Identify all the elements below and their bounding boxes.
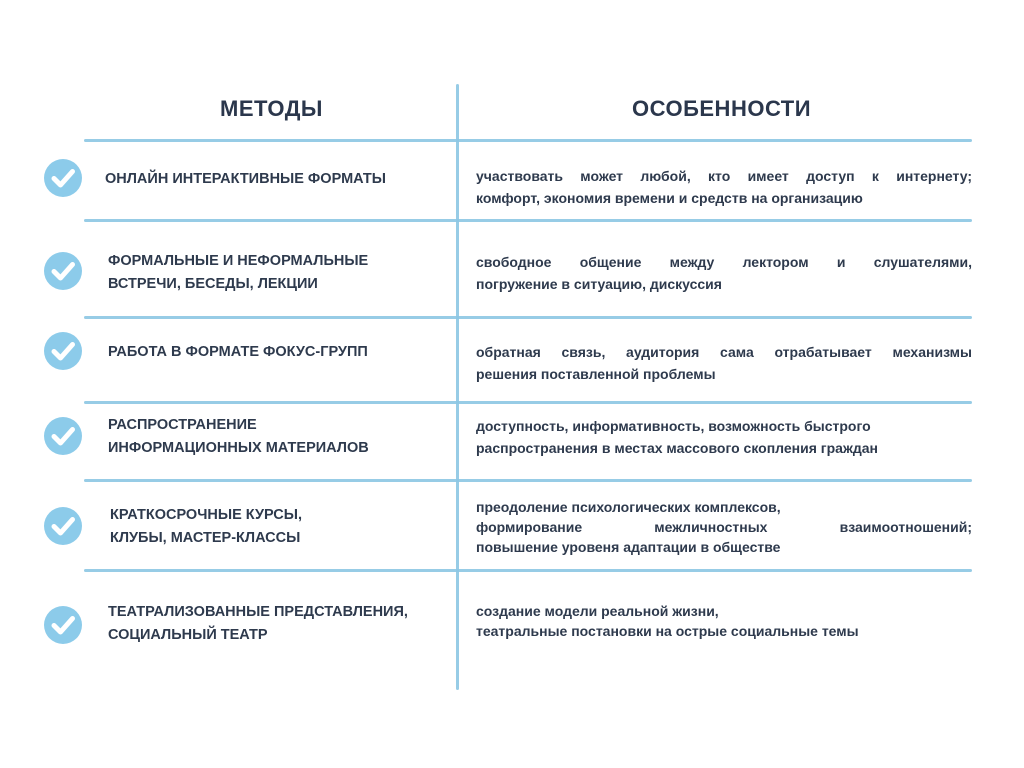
row-divider (84, 219, 972, 222)
method-label: РАБОТА В ФОРМАТЕ ФОКУС-ГРУПП (108, 344, 368, 360)
row-divider (84, 139, 972, 142)
features-column-header: ОСОБЕННОСТИ (632, 96, 812, 121)
check-circle-icon (44, 252, 82, 290)
row-divider (84, 569, 972, 572)
feature-text: участвовать может любой, кто имеет доступ к интернету; комфорт, экономия времени и средств на организацию (476, 168, 972, 206)
check-circle-icon (44, 417, 82, 455)
method-label: КРАТКОСРОЧНЫЕ КУРСЫ, КЛУБЫ, МАСТЕР-КЛАССЫ (110, 507, 303, 546)
check-circle-icon (44, 606, 82, 644)
row-divider (84, 479, 972, 482)
check-circle-icon (44, 159, 82, 197)
methods-column-header: МЕТОДЫ (220, 96, 323, 121)
column-divider (456, 84, 459, 690)
method-label: ФОРМАЛЬНЫЕ И НЕФОРМАЛЬНЫЕ ВСТРЕЧИ, БЕСЕДЫ, ЛЕКЦИИ (108, 253, 369, 292)
row-divider (84, 401, 972, 404)
method-label: ОНЛАЙН ИНТЕРАКТИВНЫЕ ФОРМАТЫ (105, 171, 386, 187)
feature-text: преодоление психологических комплексов, формирование межличностных взаимоотношений; повышение уровеня адаптации в обществе (476, 499, 972, 555)
method-label: ТЕАТРАЛИЗОВАННЫЕ ПРЕДСТАВЛЕНИЯ, СОЦИАЛЬНЫЙ ТЕАТР (108, 604, 408, 643)
feature-text: создание модели реальной жизни, театральные постановки на острые социальные темы (476, 603, 859, 639)
method-label: РАСПРОСТРАНЕНИЕ ИНФОРМАЦИОННЫХ МАТЕРИАЛОВ (108, 417, 369, 456)
check-circle-icon (44, 507, 82, 545)
check-circle-icon (44, 332, 82, 370)
feature-text: доступность, информативность, возможность быстрого распространения в местах массового скопления граждан (476, 418, 879, 456)
feature-text: обратная связь, аудитория сама отрабатывает механизмы решения поставленной проблемы (476, 344, 972, 382)
row-divider (84, 316, 972, 319)
feature-text: свободное общение между лектором и слушателями, погружение в ситуацию, дискуссия (476, 254, 972, 292)
